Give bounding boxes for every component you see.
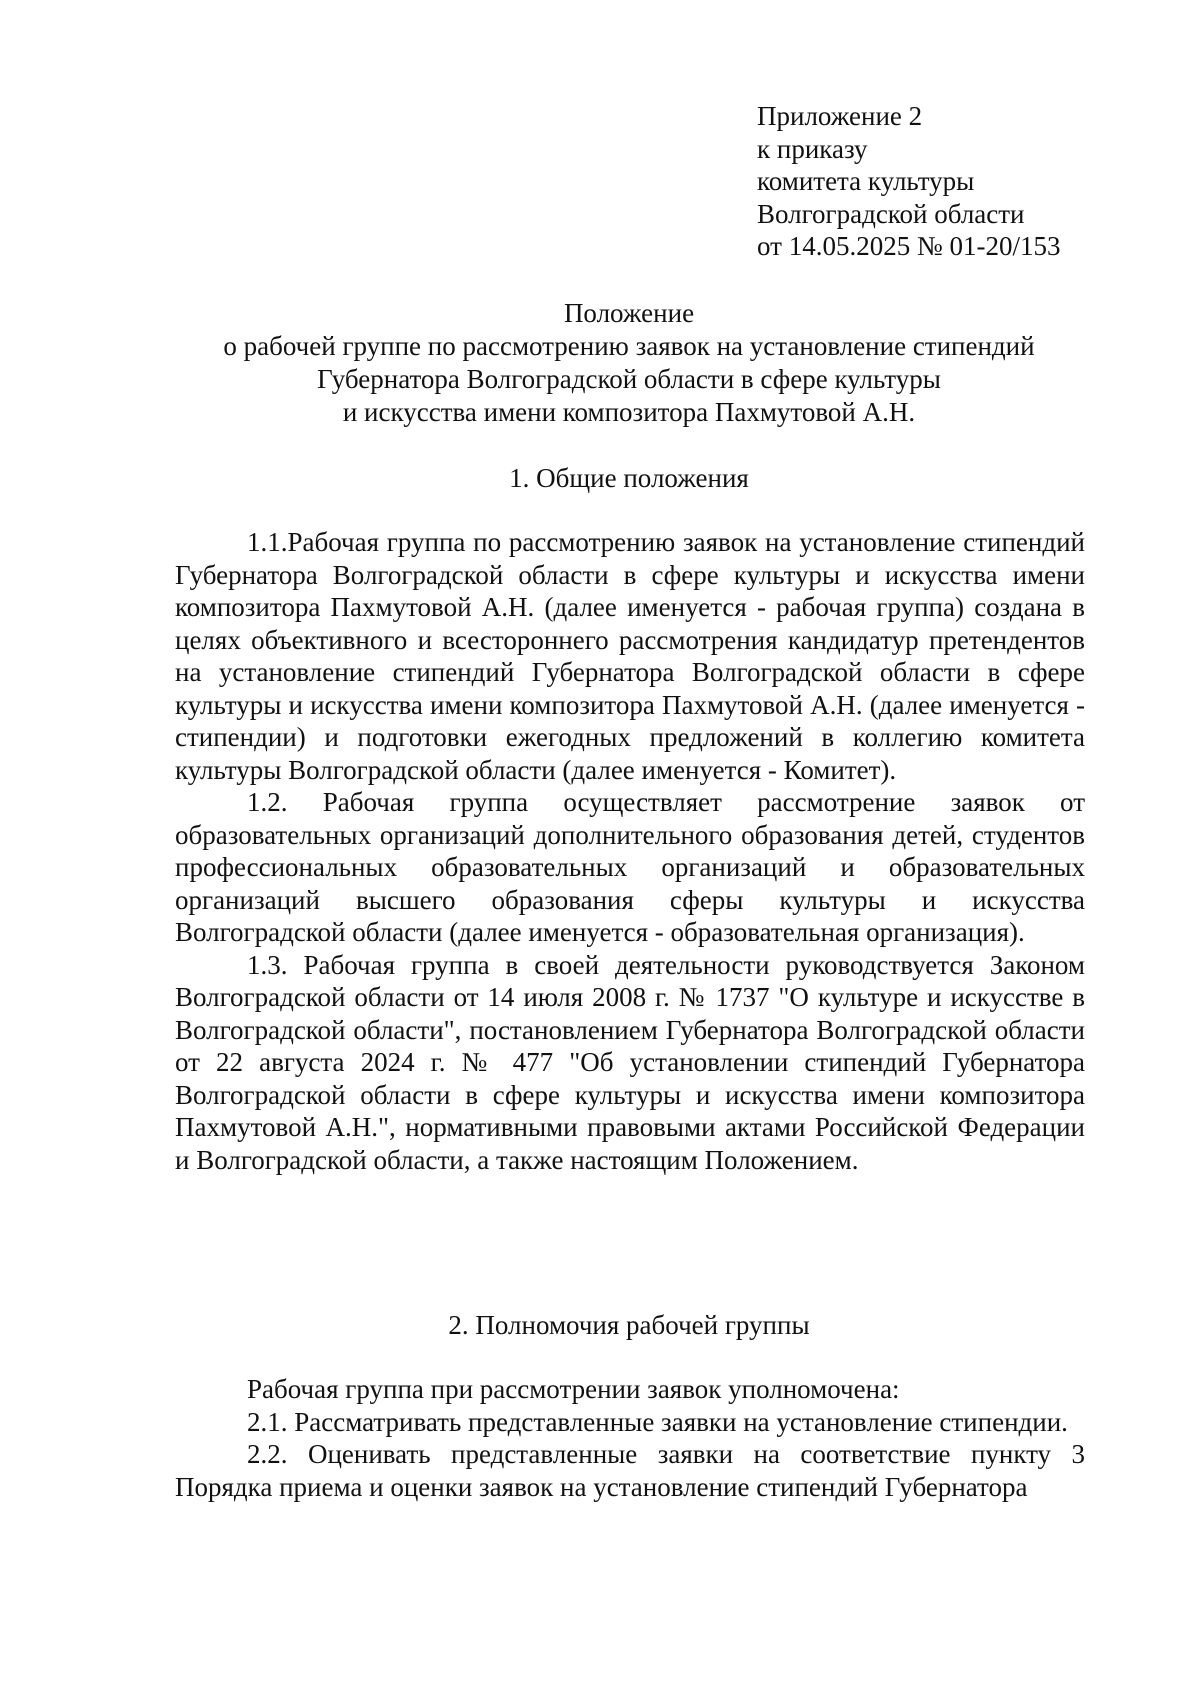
title-line-2: о рабочей группе по рассмотрению заявок на установление стипендий xyxy=(223,331,1035,361)
appendix-ref: к приказу xyxy=(757,133,868,164)
paragraph-2-2: 2.2. Оценивать представленные заявки на соответствие пункту 3 Порядка приема и оценки заявок на установление стипендий Губернатора xyxy=(175,1439,1085,1502)
title-line-3: Губернатора Волгоградской области в сфере культуры xyxy=(317,364,941,394)
paragraph-1-3: 1.3. Рабочая группа в своей деятельности руководствуется Законом Волгоградской области от 14 июля 2008 г. № 1737 "О культуре и искусстве в Волгоградской области", постановлением Губернатора Волгоградской области от 22 августа 2024 г. № 477 "Об установлении стипендий Губернатора Волгоградской области в сфере культуры и искусства имени композитора Пахмутовой А.Н.", нормативными правовыми актами Российской Федерации и Волгоградской области, а также настоящим Положением. xyxy=(175,949,1085,1175)
section-2-body xyxy=(175,1373,1085,1503)
paragraph-2-1: 2.1. Рассматривать представленные заявки на установление стипендии. xyxy=(247,1406,1068,1437)
section-1-body xyxy=(175,526,1085,1176)
section-1-heading: 1. Общие положения xyxy=(509,463,749,493)
document-title xyxy=(0,297,1200,429)
appendix-block xyxy=(757,100,1060,263)
paragraph-1-1: 1.1.Рабочая группа по рассмотрению заявок на установление стипендий Губернатора Волгоградской области в сфере культуры и искусства имени композитора Пахмутовой А.Н. (далее именуется - рабочая группа) создана в целях объективного и всестороннего рассмотрения кандидатур претендентов на установление стипендий Губернатора Волгоградской области в сфере культуры и искусства имени композитора Пахмутовой А.Н. (далее именуется - стипендии) и подготовки ежегодных предложений в коллегию комитета культуры Волгоградской области (далее именуется - Комитет). xyxy=(175,527,1085,785)
section-2-heading: 2. Полномочия рабочей группы xyxy=(448,1310,810,1340)
paragraph-1-2: 1.2. Рабочая группа осуществляет рассмотрение заявок от образовательных организаций дополнительного образования детей, студентов профессиональных образовательных организаций и образовательных организаций высшего образования сферы культуры и искусства Волгоградской области (далее именуется - образовательная организация). xyxy=(175,787,1085,947)
appendix-order-date: от 14.05.2025 № 01-20/153 xyxy=(757,231,1061,261)
title-line-1: Положение xyxy=(563,298,695,328)
appendix-committee: комитета культуры xyxy=(757,166,975,196)
title-line-4: и искусства имени композитора Пахмутовой А.Н. xyxy=(342,397,916,427)
appendix-number: Приложение 2 xyxy=(757,101,923,131)
appendix-region: Волгоградской области xyxy=(757,198,1025,229)
section-2-intro: Рабочая группа при рассмотрении заявок уполномочена: xyxy=(247,1374,900,1404)
